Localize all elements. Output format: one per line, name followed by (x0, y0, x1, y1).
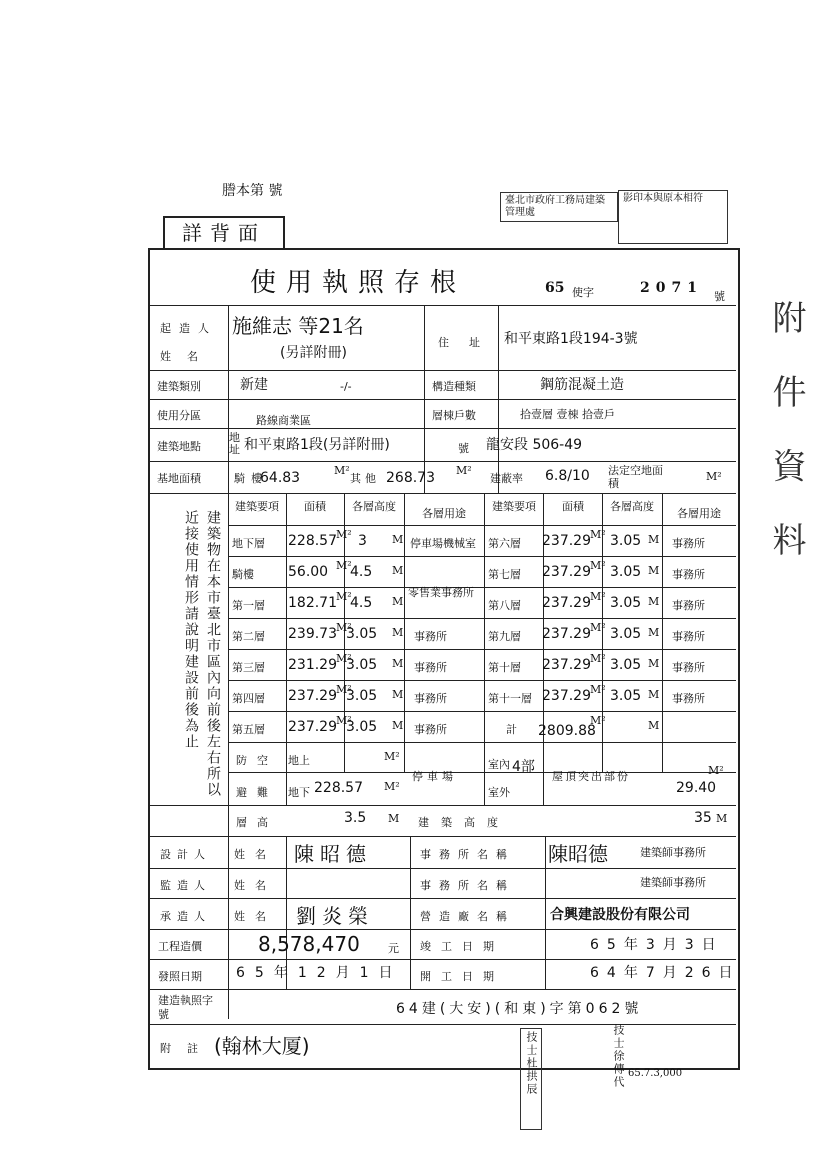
owner-label-top: 起造人 (160, 322, 217, 335)
detail-label-box (163, 216, 285, 250)
rule (150, 305, 736, 306)
site-lot: 龍安段 506-49 (486, 437, 583, 453)
rule (228, 618, 736, 619)
row-height: 3.05 (610, 564, 642, 580)
row-height: 3.05 (346, 657, 378, 673)
rule (150, 399, 736, 400)
row-unit: M² (590, 652, 606, 665)
row-height: 4.5 (350, 595, 373, 611)
supervisor-office-suffix: 建築師事務所 (640, 876, 706, 889)
header-left-item: 建築要項 (235, 500, 279, 513)
row-hunit: M (392, 564, 404, 577)
rule (150, 493, 736, 494)
building-height-label: 建築高度 (418, 816, 510, 829)
rule (150, 898, 736, 899)
row-height: 3.05 (610, 688, 642, 704)
row-area: 237.29 (542, 657, 591, 673)
stamp-technician-1: 技士杜拱辰 (520, 1028, 542, 1130)
site-sub2: 號 (458, 442, 469, 455)
row-area: 228.57 (288, 533, 337, 549)
row-name: 騎樓 (232, 568, 254, 581)
cost-label: 工程造價 (158, 940, 202, 953)
row-use: 事務所 (414, 630, 447, 643)
cost-value: 8,578,470 (258, 932, 360, 956)
floors-label: 層棟戶數 (432, 409, 476, 422)
table-row (230, 621, 484, 648)
category-value: 新建 (240, 377, 268, 393)
owner-label-bottom: 姓名 (160, 350, 214, 363)
coverage-value: 6.8/10 (545, 468, 590, 484)
shelter-label2: 避難 (236, 786, 278, 799)
row-hunit: M (392, 626, 404, 639)
site-value: 和平東路1段(另詳附冊) (244, 437, 390, 453)
row-area: 237.29 (542, 564, 591, 580)
legal-open-label: 法定空地面積 (608, 464, 663, 490)
table-row (486, 652, 736, 679)
rule (150, 989, 736, 990)
permit-value: 64建(大安)(和東)字第062號 (396, 1001, 643, 1017)
header-right-use: 各層用途 (677, 507, 721, 520)
stamp-technician-2: 技士徐傳代 (612, 1024, 625, 1089)
header-left-use: 各層用途 (422, 507, 466, 520)
table-row-total (486, 714, 736, 741)
row-name: 第三層 (232, 661, 265, 674)
table-row (230, 528, 484, 555)
designer-office-suffix: 建築師事務所 (640, 846, 706, 859)
table-row (230, 714, 484, 741)
row-unit: M² (590, 590, 606, 603)
row-area: 231.29 (288, 657, 337, 673)
owner-name-note: (另詳附冊) (280, 345, 347, 361)
row-name: 第十層 (488, 661, 521, 674)
site-sub1: 地址 (229, 431, 240, 456)
row-area: 2809.88 (538, 723, 596, 739)
row-name: 第四層 (232, 692, 265, 705)
rule (228, 525, 736, 526)
row-name: 第七層 (488, 568, 521, 581)
supervisor-office-label: 事務所名稱 (420, 879, 515, 892)
contractor-company-label: 營造廠名稱 (420, 910, 515, 923)
shelter-above-unit: M² (384, 750, 400, 763)
category-extra: -/- (340, 380, 352, 393)
row-height: 3 (358, 533, 367, 549)
row-area: 237.29 (542, 533, 591, 549)
floor-height-label: 層高 (236, 816, 278, 829)
rule (150, 959, 736, 960)
row-unit: M² (590, 621, 606, 634)
contractor-company: 合興建設股份有限公司 (550, 907, 690, 923)
row-hunit: M (392, 719, 404, 732)
shelter-below-unit: M² (384, 780, 400, 793)
floors-value: 拾壹層 壹棟 拾壹戶 (520, 408, 615, 421)
row-unit: M² (590, 714, 606, 727)
issue-value: 65年12月1日 (236, 965, 403, 981)
site-label: 建築地點 (157, 440, 201, 453)
parking-outdoor: 室外 (488, 786, 510, 799)
row-use: 事務所 (414, 723, 447, 736)
row-hunit: M (648, 688, 660, 701)
doc-number-suffix: 號 (714, 290, 725, 303)
rule (150, 428, 736, 429)
owner-address: 和平東路1段194-3號 (504, 331, 638, 347)
designer-office-label: 事務所名稱 (420, 848, 515, 861)
row-use: 事務所 (414, 692, 447, 705)
rule (410, 836, 411, 989)
row-unit: M² (336, 714, 352, 727)
row-name: 地下層 (232, 537, 265, 550)
rule (545, 836, 546, 989)
doc-number: 2071 (640, 280, 703, 296)
row-area: 237.29 (288, 688, 337, 704)
designer-office: 陳昭德 (548, 842, 608, 866)
rule (228, 305, 229, 1019)
permit-label: 建造執照字號 (158, 994, 213, 1021)
table-row (230, 652, 484, 679)
header-left-area: 面積 (304, 500, 326, 513)
row-area: 237.29 (542, 688, 591, 704)
rule (150, 929, 736, 930)
row-use: 事務所 (414, 661, 447, 674)
coverage-label: 建蔽率 (490, 472, 523, 485)
row-height: 3.05 (610, 626, 642, 642)
remark-value: (翰林大厦) (214, 1034, 310, 1058)
rule (228, 772, 736, 773)
protrude-value: 29.40 (676, 780, 717, 796)
row-unit: M² (590, 528, 606, 541)
open-label: 開工日期 (420, 970, 504, 983)
rule (228, 649, 736, 650)
row-name: 計 (506, 723, 517, 736)
shelter-above-label: 地上 (288, 754, 310, 767)
row-height: 3.05 (346, 688, 378, 704)
open-value: 64年7月26日 (590, 965, 741, 981)
designer-label: 設計人 (160, 848, 211, 861)
table-row (486, 621, 736, 648)
parking-label: 停車場 (412, 770, 457, 783)
owner-name: 施維志 等21名 (232, 314, 364, 338)
row-use: 停車場機械室 (410, 537, 476, 550)
table-row (230, 559, 484, 586)
other-value: 268.73 (386, 470, 435, 486)
row-height: 3.05 (610, 657, 642, 673)
header-right-item: 建築要項 (492, 500, 536, 513)
doc-title: 使用執照存根 (250, 268, 467, 298)
row-use: 事務所 (672, 661, 705, 674)
rule (484, 493, 485, 805)
row-area: 56.00 (288, 564, 329, 580)
row-unit: M² (336, 683, 352, 696)
row-name: 第二層 (232, 630, 265, 643)
rule (150, 1024, 736, 1025)
table-row (486, 683, 736, 710)
row-hunit: M (392, 533, 404, 546)
row-hunit: M (648, 719, 660, 732)
row-name: 第六層 (488, 537, 521, 550)
shelter-below-value: 228.57 (314, 780, 363, 796)
row-unit: M² (336, 528, 352, 541)
zoning-value: 路線商業區 (256, 414, 311, 427)
rule (150, 370, 736, 371)
row-height: 4.5 (350, 564, 373, 580)
row-unit: M² (336, 590, 352, 603)
row-use: 零售業事務所 (408, 586, 474, 599)
row-unit: M² (336, 559, 352, 572)
row-height: 3.05 (610, 595, 642, 611)
supervisor-label: 監造人 (160, 879, 211, 892)
table-row (230, 586, 484, 617)
row-name: 第一層 (232, 599, 265, 612)
row-area: 237.29 (288, 719, 337, 735)
row-hunit: M (392, 688, 404, 701)
row-area: 239.73 (288, 626, 337, 642)
shelter-below-label: 地下 (288, 786, 310, 799)
row-unit: M² (336, 652, 352, 665)
right-margin-text: 附件資料 (766, 300, 806, 596)
category-label: 建築類別 (157, 380, 201, 393)
row-use: 事務所 (672, 599, 705, 612)
remark-label: 附註 (160, 1042, 214, 1055)
structure-label: 構造種類 (432, 380, 476, 393)
shelter-label1: 防空 (236, 754, 278, 767)
rule (228, 680, 736, 681)
table-row (486, 590, 736, 617)
parking-indoor: 室內 (488, 758, 510, 771)
arcade-label: 騎樓 (234, 472, 268, 485)
row-height: 3.05 (610, 533, 642, 549)
rule (228, 556, 736, 557)
designer-name-label: 姓名 (234, 848, 276, 861)
complete-value: 65年3月3日 (590, 937, 724, 953)
table-row (230, 683, 484, 710)
protrude-label: 屋頂突出部份 (552, 770, 630, 783)
arcade-value: 64.83 (260, 470, 301, 486)
rule (228, 742, 736, 743)
row-use: 事務所 (672, 692, 705, 705)
legal-open-unit: M² (706, 470, 722, 483)
rule (150, 805, 736, 806)
other-label: 其他 (350, 472, 380, 485)
row-hunit: M (648, 595, 660, 608)
stamp-right: 影印本與原本相符 (618, 190, 728, 244)
row-unit: M² (590, 559, 606, 572)
row-hunit: M (648, 657, 660, 670)
floor-height-unit: M (388, 812, 400, 825)
rule (424, 305, 425, 493)
row-height: 3.05 (346, 626, 378, 642)
row-use: 事務所 (672, 630, 705, 643)
designer-name: 陳昭德 (294, 842, 372, 866)
row-name: 第八層 (488, 599, 521, 612)
supervisor-name-label: 姓名 (234, 879, 276, 892)
rule (150, 868, 736, 869)
row-hunit: M (648, 626, 660, 639)
row-use: 事務所 (672, 568, 705, 581)
rule (150, 461, 736, 462)
table-row (486, 528, 736, 555)
row-unit: M² (590, 683, 606, 696)
row-hunit: M (648, 533, 660, 546)
row-area: 237.29 (542, 626, 591, 642)
header-left-height: 各層高度 (352, 500, 396, 513)
row-hunit: M (392, 657, 404, 670)
other-unit: M² (456, 464, 472, 477)
complete-label: 竣工日期 (420, 940, 504, 953)
protrude-unit: M² (708, 764, 724, 777)
header-right-height: 各層高度 (610, 500, 654, 513)
contractor-name: 劉炎榮 (296, 904, 374, 928)
structure-value: 鋼筋混凝土造 (540, 377, 624, 393)
detail-label: 詳背面 (182, 221, 266, 245)
row-area: 237.29 (542, 595, 591, 611)
stamp-left: 臺北市政府工務局建築管理處 (500, 192, 618, 222)
print-code: 65.7.3,000 (628, 1068, 683, 1079)
contractor-label: 承造人 (160, 910, 211, 923)
row-hunit: M (648, 564, 660, 577)
row-use: 事務所 (672, 537, 705, 550)
row-name: 第十一層 (488, 692, 532, 705)
row-hunit: M (392, 595, 404, 608)
top-handwritten-mark: 謄本第 號 (222, 183, 283, 199)
table-row (486, 559, 736, 586)
floor-height-value: 3.5 (344, 810, 367, 826)
cost-unit: 元 (388, 942, 399, 955)
parking-value: 4部 (512, 759, 535, 775)
row-height: 3.05 (346, 719, 378, 735)
issue-label: 發照日期 (158, 970, 202, 983)
rule (228, 711, 736, 712)
doc-number-prefix: 65 (545, 280, 565, 296)
area-label: 基地面積 (157, 472, 201, 485)
zoning-label: 使用分區 (157, 409, 201, 422)
contractor-name-label: 姓名 (234, 910, 276, 923)
rule (150, 836, 736, 837)
side-note: 建築物在本市臺北市區內向前後左右所以近接使用情形請說明建設前後為止 (183, 510, 221, 798)
doc-number-mid: 使字 (572, 286, 594, 299)
row-area: 182.71 (288, 595, 337, 611)
row-unit: M² (336, 621, 352, 634)
building-height-unit: M (716, 812, 728, 825)
arcade-unit: M² (334, 464, 350, 477)
address-label: 住址 (438, 336, 500, 349)
header-right-area: 面積 (562, 500, 584, 513)
row-name: 第九層 (488, 630, 521, 643)
building-height-value: 35 (694, 810, 712, 826)
row-name: 第五層 (232, 723, 265, 736)
